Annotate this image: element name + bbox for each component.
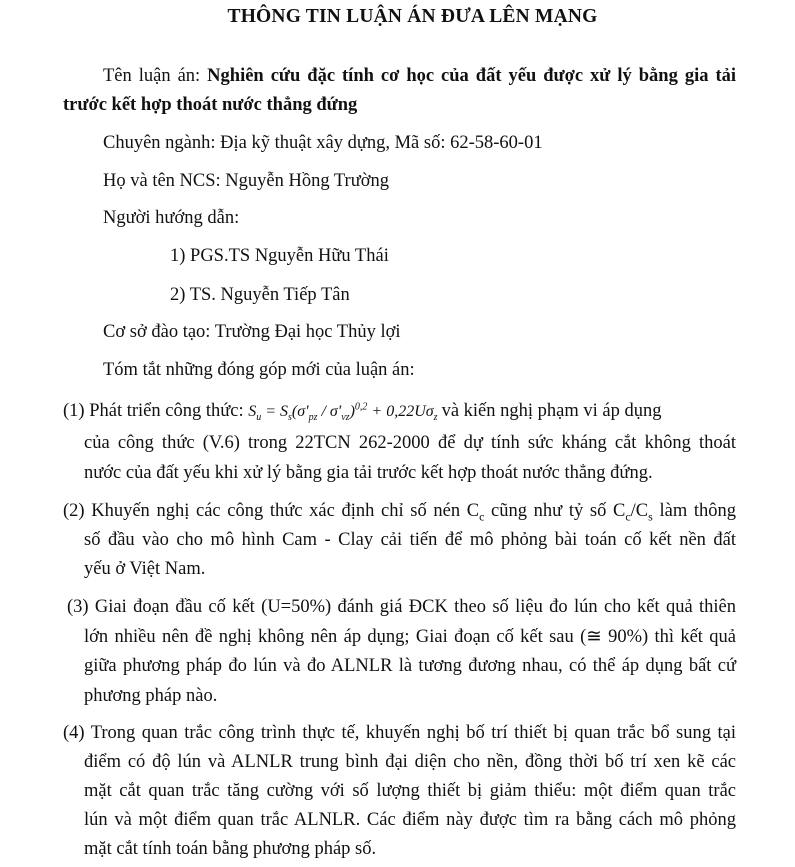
advisor-1: 1) PGS.TS Nguyễn Hữu Thái xyxy=(170,246,389,266)
contribution-3-line4: phương pháp nào. xyxy=(84,686,218,706)
contribution-1-line1 xyxy=(63,401,736,423)
thesis-label: Tên luận án: xyxy=(103,66,208,86)
contribution-3-line2: lớn nhiều nên đề nghị không nên áp dụng; Giai đoạn cố kết sau (≅ 90%) thì kết quả xyxy=(84,627,736,647)
contribution-1-prefix: (1) Phát triển công thức: xyxy=(63,401,249,421)
page-title: THÔNG TIN LUẬN ÁN ĐƯA LÊN MẠNG xyxy=(227,6,598,27)
thesis-name-line1 xyxy=(103,66,736,87)
contribution-1-line2: của công thức (V.6) trong 22TCN 262-2000 để dự tính sức kháng cắt không thoát xyxy=(84,433,736,453)
candidate-line: Họ và tên NCS: Nguyễn Hồng Trường xyxy=(103,171,390,191)
contribution-3-line1: (3) Giai đoạn đầu cố kết (U=50%) đánh giá ĐCK theo số liệu đo lún cho kết quả thiên xyxy=(67,597,736,617)
institution-line: Cơ sở đào tạo: Trường Đại học Thủy lợi xyxy=(103,322,401,342)
contribution-1-suffix: và kiến nghị phạm vi áp dụng xyxy=(441,401,662,421)
shear-strength-formula: $S_u = S_s(\sigma'_{pz} / \sigma'_{vz})^{0,2} + 0,22U\sigma_z$ xyxy=(248,401,438,424)
contribution-4-line5: mặt cắt tính toán bằng phương pháp số. xyxy=(84,839,377,859)
thesis-name-line2 xyxy=(63,95,357,116)
major-line: Chuyên ngành: Địa kỹ thuật xây dựng, Mã số: 62-58-60-01 xyxy=(103,133,543,153)
contribution-2-line1 xyxy=(63,501,736,525)
contribution-2-line2: số đầu vào cho mô hình Cam - Clay cải tiến để mô phỏng bài toán cố kết nền đất xyxy=(84,530,736,550)
thesis-name: Nghiên cứu đặc tính cơ học của đất yếu được xử lý bằng gia tải xyxy=(207,66,736,86)
advisors-label: Người hướng dẫn: xyxy=(103,208,240,228)
summary-label: Tóm tắt những đóng góp mới của luận án: xyxy=(103,360,415,380)
contribution-4-line4: lún và một điểm quan trắc ALNLR. Các điểm này được tìm ra bằng cách mô phỏng xyxy=(84,810,736,830)
contribution-4-line2: điểm có độ lún và ALNLR trung bình đại diện cho nền, đồng thời bố trí xen kẽ các xyxy=(84,752,736,772)
thesis-name-cont: trước kết hợp thoát nước thẳng đứng xyxy=(63,95,358,115)
contribution-3-line3: giữa phương pháp đo lún và đo ALNLR là tương đương nhau, có thể áp dụng bất cứ xyxy=(84,656,736,676)
contribution-2-text-a: (2) Khuyến nghị các công thức xác định chỉ số nén $C_c$ cũng như tỷ số $C_c/C_s$ làm thông xyxy=(63,501,736,524)
contribution-4-line1: (4) Trong quan trắc công trình thực tế, khuyến nghị bố trí thiết bị quan trắc bổ sung tại xyxy=(63,723,736,743)
contribution-1-line3: nước của đất yếu khi xử lý bằng gia tải trước kết hợp thoát nước thẳng đứng. xyxy=(84,463,653,483)
advisor-2: 2) TS. Nguyễn Tiếp Tân xyxy=(170,285,350,305)
contribution-2-line3: yếu ở Việt Nam. xyxy=(84,559,206,579)
contribution-4-line3: mặt cắt quan trắc tăng cường với số lượng thiết bị giảm thiểu: một điểm quan trắc xyxy=(84,781,736,801)
